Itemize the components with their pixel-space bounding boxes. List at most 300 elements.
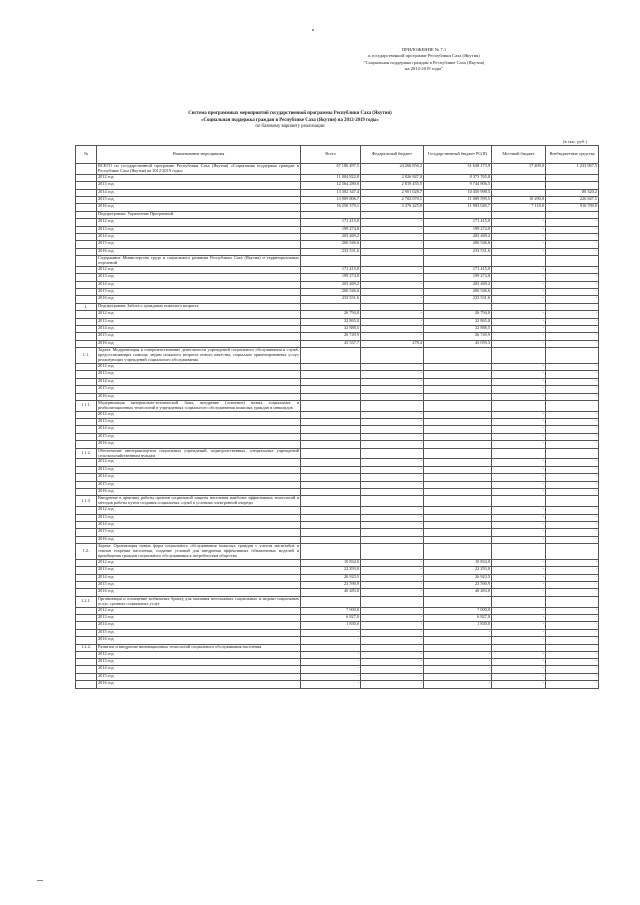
row-extrabudget: - — [546, 507, 599, 514]
row-name: 2014 год — [97, 189, 301, 196]
row-republic: 40 483,0 — [424, 589, 492, 596]
row-extrabudget: - — [546, 481, 599, 488]
row-extrabudget: - — [546, 281, 599, 288]
row-extrabudget: - — [546, 386, 599, 393]
row-total: 203 469,2 — [301, 233, 361, 240]
row-republic: 206 546,6 — [424, 241, 492, 248]
row-number: 1.1.3. — [76, 496, 97, 507]
column-header-number: № — [76, 146, 97, 164]
row-federal: - — [361, 426, 424, 433]
row-number: 1.1.1. — [76, 400, 97, 411]
row-number — [76, 433, 97, 440]
row-name: ВСЕГО по государственной программе Республики Саха (Якутия) «Социальная поддержка граждан в Республике Саха (Якутия) на 2012-2019 годы» — [98, 163, 299, 173]
row-extrabudget: - — [546, 233, 599, 240]
row-federal: - — [361, 607, 424, 614]
row-total: 7 000,0 — [301, 607, 361, 614]
row-total — [301, 489, 361, 496]
row-republic — [424, 489, 492, 496]
row-number — [76, 363, 97, 370]
row-federal: - — [361, 637, 424, 644]
row-name: 2014 год — [97, 326, 301, 333]
row-federal: - — [361, 567, 424, 574]
row-federal: - — [361, 559, 424, 566]
table-row — [76, 174, 599, 181]
row-local: - — [492, 514, 546, 521]
row-total: - — [301, 673, 361, 680]
table-row — [76, 448, 599, 459]
row-extrabudget: - — [546, 433, 599, 440]
row-local: - — [492, 333, 546, 340]
row-name: 2015 год — [97, 481, 301, 488]
row-extrabudget — [546, 596, 599, 607]
row-number — [76, 340, 97, 347]
row-local: - — [492, 363, 546, 370]
row-number — [76, 419, 97, 426]
row-total: 13 382 347,4 — [301, 189, 361, 196]
row-republic: - — [424, 681, 492, 688]
row-federal: - — [361, 629, 424, 636]
row-name: Внедрение в практику работы органов социальной защиты населения наиболее эффективных технологий и методов работы путем создания социальных служб в условиях электронной очереди — [98, 495, 299, 506]
heading-line: «Социальная поддержка граждан в Республике Саха (Якутия) на 2012-2019 годы» — [201, 117, 379, 123]
row-total: 43 337,7 — [301, 340, 361, 347]
row-number — [76, 196, 97, 203]
row-federal — [361, 644, 424, 651]
row-local: - — [492, 226, 546, 233]
row-number — [76, 651, 97, 658]
row-name: 2012 год — [97, 363, 301, 370]
row-extrabudget: - — [546, 673, 599, 680]
row-total: - — [301, 666, 361, 673]
row-republic — [424, 256, 492, 267]
appendix-number: ПРИЛОЖЕНИЕ № 7.1 — [401, 47, 447, 52]
row-local: - — [492, 393, 546, 400]
table-row — [76, 400, 599, 411]
row-republic: 6 827,0 — [424, 615, 492, 622]
row-extrabudget: - — [546, 637, 599, 644]
table-row — [76, 241, 599, 248]
row-total — [301, 400, 361, 411]
row-republic — [424, 448, 492, 459]
appendix-line: "Социальная поддержка граждан в Республике Саха (Якутия) — [363, 59, 485, 65]
row-federal — [361, 303, 424, 310]
row-total — [301, 474, 361, 481]
row-extrabudget: 916 789,0 — [546, 204, 599, 211]
row-extrabudget — [546, 544, 599, 560]
row-extrabudget: 226 847,5 — [546, 196, 599, 203]
row-extrabudget: - — [546, 318, 599, 325]
row-local: - — [492, 318, 546, 325]
appendix-line: на 2012-2019 годы" — [405, 66, 443, 72]
row-total — [301, 386, 361, 393]
table-row — [76, 219, 599, 226]
row-republic: 51 638 173,9 — [424, 164, 492, 175]
row-federal: - — [361, 574, 424, 581]
row-local — [492, 211, 546, 218]
row-total: 171 415,0 — [301, 219, 361, 226]
row-local: - — [492, 522, 546, 529]
row-federal — [361, 544, 424, 560]
row-local: - — [492, 433, 546, 440]
row-extrabudget: - — [546, 607, 599, 614]
row-name: 2015 год — [97, 433, 301, 440]
row-number — [76, 659, 97, 666]
row-federal: - — [361, 266, 424, 273]
row-federal: - — [361, 489, 424, 496]
row-name: 2016 год — [97, 637, 301, 644]
row-total: 233 531,6 — [301, 248, 361, 255]
row-local: - — [492, 666, 546, 673]
row-name: 2015 год — [97, 196, 301, 203]
row-republic — [424, 411, 492, 418]
row-name: 2012 год — [97, 411, 301, 418]
row-name: 2013 год — [97, 514, 301, 521]
column-header-republic: Государственный бюджет РС(Я) — [424, 146, 492, 164]
table-row — [76, 226, 599, 233]
row-name: 2014 год — [97, 574, 301, 581]
row-total: 206 546,6 — [301, 241, 361, 248]
table-row — [76, 522, 599, 529]
table-row — [76, 637, 599, 644]
row-local: - — [492, 386, 546, 393]
row-extrabudget: - — [546, 622, 599, 629]
row-federal: - — [361, 622, 424, 629]
column-header-local: Местный бюджет — [492, 146, 546, 164]
table-row — [76, 274, 599, 281]
row-local: - — [492, 411, 546, 418]
row-name: 2013 год — [97, 466, 301, 473]
row-total — [301, 363, 361, 370]
row-number — [76, 248, 97, 255]
row-number — [76, 559, 97, 566]
row-total — [301, 544, 361, 560]
table-row — [76, 303, 599, 310]
row-local: - — [492, 371, 546, 378]
document-heading — [140, 111, 440, 131]
table-row — [76, 281, 599, 288]
row-number — [76, 489, 97, 496]
row-number — [76, 326, 97, 333]
row-number — [76, 386, 97, 393]
row-number — [76, 666, 97, 673]
row-number — [76, 673, 97, 680]
row-total: 171 415,0 — [301, 266, 361, 273]
row-extrabudget: - — [546, 326, 599, 333]
row-local: - — [492, 426, 546, 433]
row-total: 26 923,5 — [301, 574, 361, 581]
heading-line: по базовому варианту реализации — [255, 124, 325, 130]
row-number — [76, 164, 97, 175]
row-extrabudget — [546, 400, 599, 411]
row-republic — [424, 596, 492, 607]
row-federal: - — [361, 274, 424, 281]
row-number — [76, 204, 97, 211]
row-total: 32 888,5 — [301, 326, 361, 333]
row-local: - — [492, 326, 546, 333]
row-republic: 26 923,5 — [424, 574, 492, 581]
row-republic — [424, 211, 492, 218]
row-total: 10 834,0 — [301, 559, 361, 566]
row-extrabudget: - — [546, 378, 599, 385]
row-republic: 203 469,2 — [424, 281, 492, 288]
row-total — [301, 371, 361, 378]
row-federal: - — [361, 371, 424, 378]
table-row — [76, 574, 599, 581]
row-name: 2015 год — [97, 673, 301, 680]
row-total: 199 274,0 — [301, 274, 361, 281]
row-name: 2013 год — [97, 371, 301, 378]
row-extrabudget: - — [546, 536, 599, 543]
row-number — [76, 289, 97, 296]
row-name: 2013 год — [97, 274, 301, 281]
row-local: - — [492, 589, 546, 596]
row-number — [76, 174, 97, 181]
row-extrabudget: - — [546, 529, 599, 536]
row-republic — [424, 644, 492, 651]
row-total: 13 909 806,7 — [301, 196, 361, 203]
row-republic — [424, 378, 492, 385]
row-extrabudget: - — [546, 474, 599, 481]
table-row — [76, 514, 599, 521]
row-republic: - — [424, 666, 492, 673]
row-extrabudget: - — [546, 219, 599, 226]
row-total — [301, 448, 361, 459]
row-local: - — [492, 281, 546, 288]
row-local: 10 290,8 — [492, 196, 546, 203]
table-row — [76, 164, 599, 175]
row-number — [76, 637, 97, 644]
row-extrabudget: - — [546, 559, 599, 566]
row-name: 2013 год — [97, 182, 301, 189]
row-extrabudget: - — [546, 226, 599, 233]
row-total — [301, 496, 361, 507]
row-name: 2015 год — [97, 629, 301, 636]
row-extrabudget — [546, 496, 599, 507]
row-name: 2012 год — [97, 174, 301, 181]
row-federal: 3 376 425,0 — [361, 204, 424, 211]
row-local: - — [492, 659, 546, 666]
row-federal: - — [361, 659, 424, 666]
row-number — [76, 371, 97, 378]
row-number — [76, 681, 97, 688]
table-row — [76, 348, 599, 364]
row-total: 40 483,0 — [301, 589, 361, 596]
row-number — [76, 189, 97, 196]
row-republic: 203 469,2 — [424, 233, 492, 240]
row-republic — [424, 303, 492, 310]
row-republic — [424, 544, 492, 560]
row-number — [76, 266, 97, 273]
row-federal: - — [361, 363, 424, 370]
row-number — [76, 318, 97, 325]
row-number — [76, 589, 97, 596]
row-total — [301, 466, 361, 473]
row-total — [301, 441, 361, 448]
row-local: - — [492, 311, 546, 318]
row-number — [76, 378, 97, 385]
row-local: - — [492, 266, 546, 273]
scan-mark — [37, 880, 43, 881]
row-federal: - — [361, 615, 424, 622]
row-republic: - — [424, 651, 492, 658]
row-name: 2012 год — [97, 559, 301, 566]
row-name: 2016 год — [97, 393, 301, 400]
row-name: 2016 год — [97, 248, 301, 255]
row-republic — [424, 496, 492, 507]
row-republic: 8 373 765,8 — [424, 174, 492, 181]
row-name: 2012 год — [97, 507, 301, 514]
row-number — [76, 522, 97, 529]
row-total — [301, 426, 361, 433]
table-row — [76, 196, 599, 203]
row-republic: - — [424, 637, 492, 644]
row-total: 206 546,6 — [301, 289, 361, 296]
row-local: - — [492, 441, 546, 448]
row-extrabudget: - — [546, 248, 599, 255]
row-extrabudget: - — [546, 266, 599, 273]
row-local: - — [492, 673, 546, 680]
table-row — [76, 204, 599, 211]
row-name: 2016 год — [97, 296, 301, 303]
table-row — [76, 673, 599, 680]
row-local — [492, 596, 546, 607]
row-number — [76, 622, 97, 629]
row-federal: 2 782 070,1 — [361, 196, 424, 203]
row-extrabudget: - — [546, 489, 599, 496]
row-extrabudget — [546, 256, 599, 267]
row-republic: 199 274,0 — [424, 226, 492, 233]
row-republic: 233 531,6 — [424, 248, 492, 255]
row-total — [301, 433, 361, 440]
row-number — [76, 411, 97, 418]
row-local: - — [492, 582, 546, 589]
appendix-header — [304, 47, 544, 73]
row-local — [492, 400, 546, 411]
table-row — [76, 233, 599, 240]
row-local: - — [492, 629, 546, 636]
row-local: - — [492, 233, 546, 240]
row-republic: 233 531,6 — [424, 296, 492, 303]
row-name: 2013 год — [97, 615, 301, 622]
row-federal: - — [361, 514, 424, 521]
units-note: (в тыс. руб.) — [563, 139, 587, 144]
row-name: 2012 год — [97, 459, 301, 466]
row-total — [301, 393, 361, 400]
row-republic — [424, 481, 492, 488]
row-name: 2014 год — [97, 281, 301, 288]
row-extrabudget: - — [546, 666, 599, 673]
row-federal: - — [361, 411, 424, 418]
table-row — [76, 311, 599, 318]
row-local: - — [492, 559, 546, 566]
row-republic: 9 744 806,5 — [424, 182, 492, 189]
row-local — [492, 448, 546, 459]
row-federal: - — [361, 582, 424, 589]
row-republic — [424, 386, 492, 393]
row-local: - — [492, 378, 546, 385]
row-name: 2016 год — [97, 536, 301, 543]
row-republic — [424, 433, 492, 440]
row-total — [301, 596, 361, 607]
row-federal: 2 826 847,0 — [361, 174, 424, 181]
row-local: - — [492, 481, 546, 488]
row-name: 2016 год — [97, 589, 301, 596]
row-local — [492, 189, 546, 196]
row-extrabudget — [546, 303, 599, 310]
row-total: - — [301, 629, 361, 636]
row-number — [76, 514, 97, 521]
table-row — [76, 607, 599, 614]
row-republic: 11 089 599,5 — [424, 196, 492, 203]
row-republic — [424, 441, 492, 448]
row-name: 2013 год — [97, 419, 301, 426]
row-number — [76, 466, 97, 473]
table-row — [76, 393, 599, 400]
row-name: 2014 год — [97, 378, 301, 385]
table-row — [76, 411, 599, 418]
row-total: 67 186 497,5 — [301, 164, 361, 175]
row-extrabudget — [546, 644, 599, 651]
row-extrabudget: - — [546, 629, 599, 636]
row-federal: - — [361, 226, 424, 233]
row-republic: 199 274,0 — [424, 274, 492, 281]
column-header-federal: Федеральный бюджет — [361, 146, 424, 164]
row-local: - — [492, 419, 546, 426]
row-local: - — [492, 507, 546, 514]
row-federal: - — [361, 386, 424, 393]
row-federal — [361, 348, 424, 364]
row-total: - — [301, 681, 361, 688]
row-federal: 278,4 — [361, 340, 424, 347]
table-row — [76, 296, 599, 303]
row-extrabudget: - — [546, 411, 599, 418]
row-name: 2016 год — [97, 489, 301, 496]
row-extrabudget: - — [546, 574, 599, 581]
row-federal — [361, 448, 424, 459]
row-name: Организация и оснащение мобильных бригад для оказания неотложных социальных и медико-социальных услуг, срочных социальных услуг — [98, 596, 299, 606]
table-row — [76, 659, 599, 666]
row-local: - — [492, 567, 546, 574]
row-local: - — [492, 459, 546, 466]
row-extrabudget — [546, 174, 599, 181]
row-name: Подпрограмма: Забота о гражданах пожилого возраста — [97, 303, 301, 310]
row-republic — [424, 459, 492, 466]
row-federal: - — [361, 378, 424, 385]
row-republic — [424, 529, 492, 536]
row-republic — [424, 466, 492, 473]
row-extrabudget: - — [546, 296, 599, 303]
row-federal: - — [361, 281, 424, 288]
table-row — [76, 340, 599, 347]
row-total: - — [301, 637, 361, 644]
table-row — [76, 529, 599, 536]
row-federal: - — [361, 666, 424, 673]
table-row — [76, 248, 599, 255]
row-local: 7 118,0 — [492, 204, 546, 211]
row-number — [76, 182, 97, 189]
row-extrabudget: - — [546, 274, 599, 281]
row-extrabudget — [546, 182, 599, 189]
table-row — [76, 466, 599, 473]
row-number — [76, 233, 97, 240]
table-row — [76, 333, 599, 340]
row-local: - — [492, 615, 546, 622]
row-name: 2016 год — [97, 681, 301, 688]
row-name: 2012 год — [97, 651, 301, 658]
row-name: Подпрограмма: Управление Программой — [97, 211, 301, 218]
row-local: - — [492, 681, 546, 688]
row-total — [301, 256, 361, 267]
row-name: 2013 год — [97, 318, 301, 325]
